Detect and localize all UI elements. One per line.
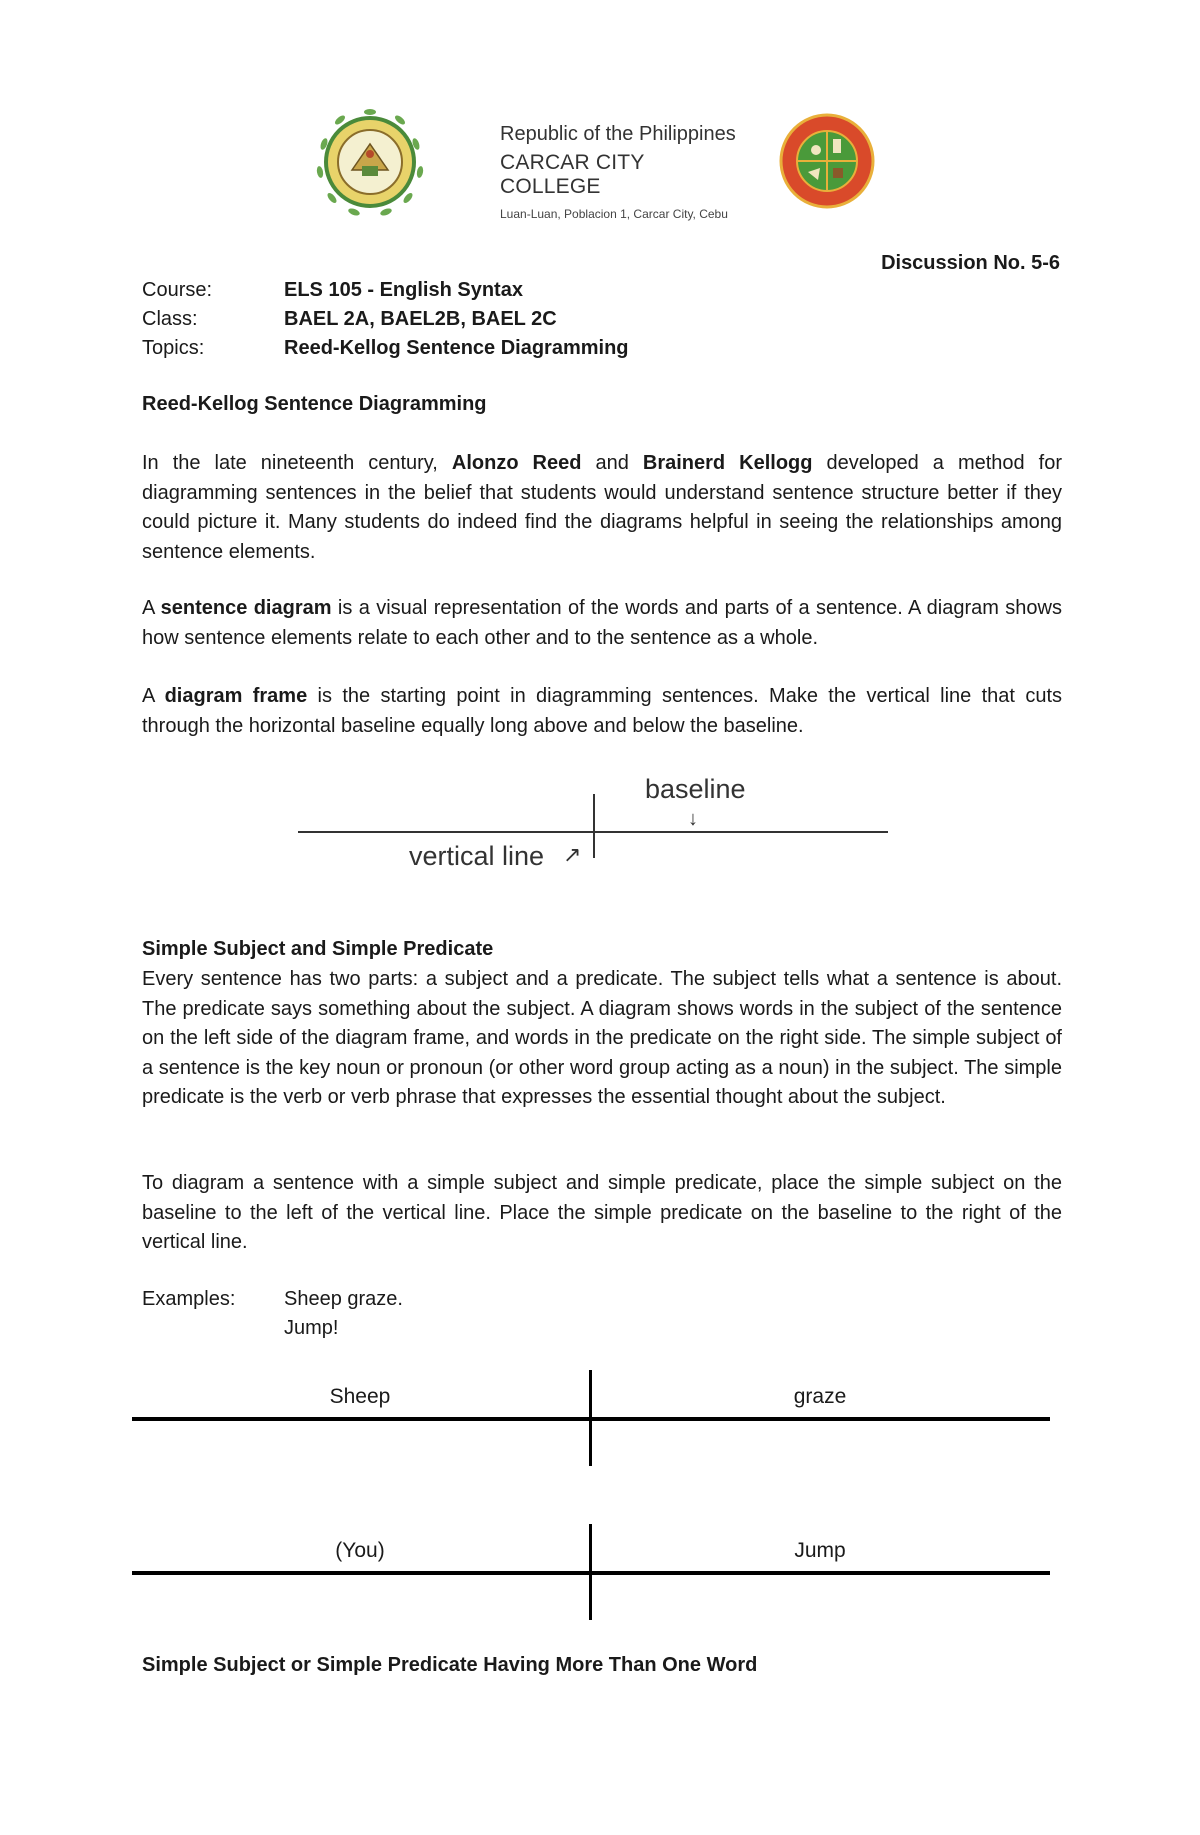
diagram2-predicate: Jump [794, 1539, 846, 1562]
name-brainerd-kellogg: Brainerd Kellogg [642, 452, 813, 474]
subject-predicate-paragraph: Every sentence has two parts: a subject and a predicate. The subject tells what a sentence is about. The predicate says something about the subject. A diagram shows words in the subject of the sentence on the left side of the diagram frame, and words in the predicate on the right side. The simple subject of a sentence is the key noun or pronoun (or other word group acting as a noun) in the subject. The simple predicate is the verb or verb phrase that expresses the essential thought about the subject. [142, 968, 1062, 1108]
text-run: is a visual representation of the words and parts of a sentence. A diagram shows how sentence elements relate to each other and to the sentence as a whole. [142, 597, 1062, 649]
text-run: is the starting point in diagramming sentences. Make the vertical line that cuts through the horizontal baseline equally long above and below the baseline. [142, 685, 1062, 737]
diagram1-subject: Sheep [329, 1385, 391, 1408]
vertical-line-label: vertical line [409, 841, 545, 871]
sentence-diagram-paragraph [142, 594, 1062, 653]
vertical-arrow-icon: ↗ [563, 842, 582, 867]
baseline-label: baseline [645, 774, 746, 804]
college-name: CARCAR CITY COLLEGE [500, 151, 645, 198]
section-heading-simple-subject: Simple Subject and Simple Predicate [142, 938, 494, 960]
text-run: and [581, 452, 643, 474]
name-alonzo-reed: Alonzo Reed [451, 452, 582, 474]
diagram-frame-paragraph [142, 682, 1062, 741]
class-value: BAEL 2A, BAEL2B, BAEL 2C [284, 308, 557, 330]
diagram2-vertical-line [589, 1524, 592, 1620]
republic-line: Republic of the Philippines [500, 123, 736, 145]
text-run: A [142, 685, 165, 707]
college-seal-logo [312, 104, 428, 220]
city-seal-logo [778, 112, 876, 210]
discussion-number: Discussion No. 5-6 [881, 252, 1060, 274]
intro-paragraph [142, 449, 1062, 567]
course-value: ELS 105 - English Syntax [284, 279, 523, 301]
topics-label: Topics: [142, 337, 205, 359]
college-address: Luan-Luan, Poblacion 1, Carcar City, Cebu [500, 207, 728, 221]
term-sentence-diagram: sentence diagram [160, 597, 332, 619]
text-run: A [142, 597, 161, 619]
example-sheep-graze: Sheep graze. [284, 1288, 403, 1310]
term-diagram-frame: diagram frame [164, 685, 308, 707]
diagram1-predicate: graze [793, 1385, 847, 1408]
examples-label: Examples: [142, 1288, 236, 1310]
section-heading-reed-kellog: Reed-Kellog Sentence Diagramming [142, 393, 487, 415]
frame-vertical-line [593, 794, 595, 858]
diagram1-vertical-line [589, 1370, 592, 1466]
text-run: developed a method for diagramming sentences in the belief that students would understand sentence structure better if they could picture it. Many students do indeed find the diagrams helpful in seeing the relationships among sentence elements. [142, 452, 1063, 563]
section-heading-more-than-one-word: Simple Subject or Simple Predicate Having More Than One Word [142, 1654, 758, 1676]
institution-header [500, 123, 750, 221]
diagram2-subject: (You) [335, 1539, 385, 1562]
baseline-arrow-icon: ↓ [688, 808, 698, 830]
diagram-you-jump [132, 1524, 1052, 1624]
course-label: Course: [142, 279, 213, 301]
example-jump: Jump! [284, 1317, 339, 1339]
topics-value: Reed-Kellog Sentence Diagramming [284, 337, 629, 359]
class-label: Class: [142, 308, 198, 330]
text-run: In the late nineteenth century, [142, 452, 452, 474]
diagram-instruction-paragraph: To diagram a sentence with a simple subject and simple predicate, place the simple subject on the baseline to the left of the vertical line. Place the simple predicate on the baseline to the right of the vertical line. [142, 1172, 1062, 1253]
diagram-frame-figure [295, 770, 895, 880]
diagram-sheep-graze [132, 1370, 1052, 1470]
